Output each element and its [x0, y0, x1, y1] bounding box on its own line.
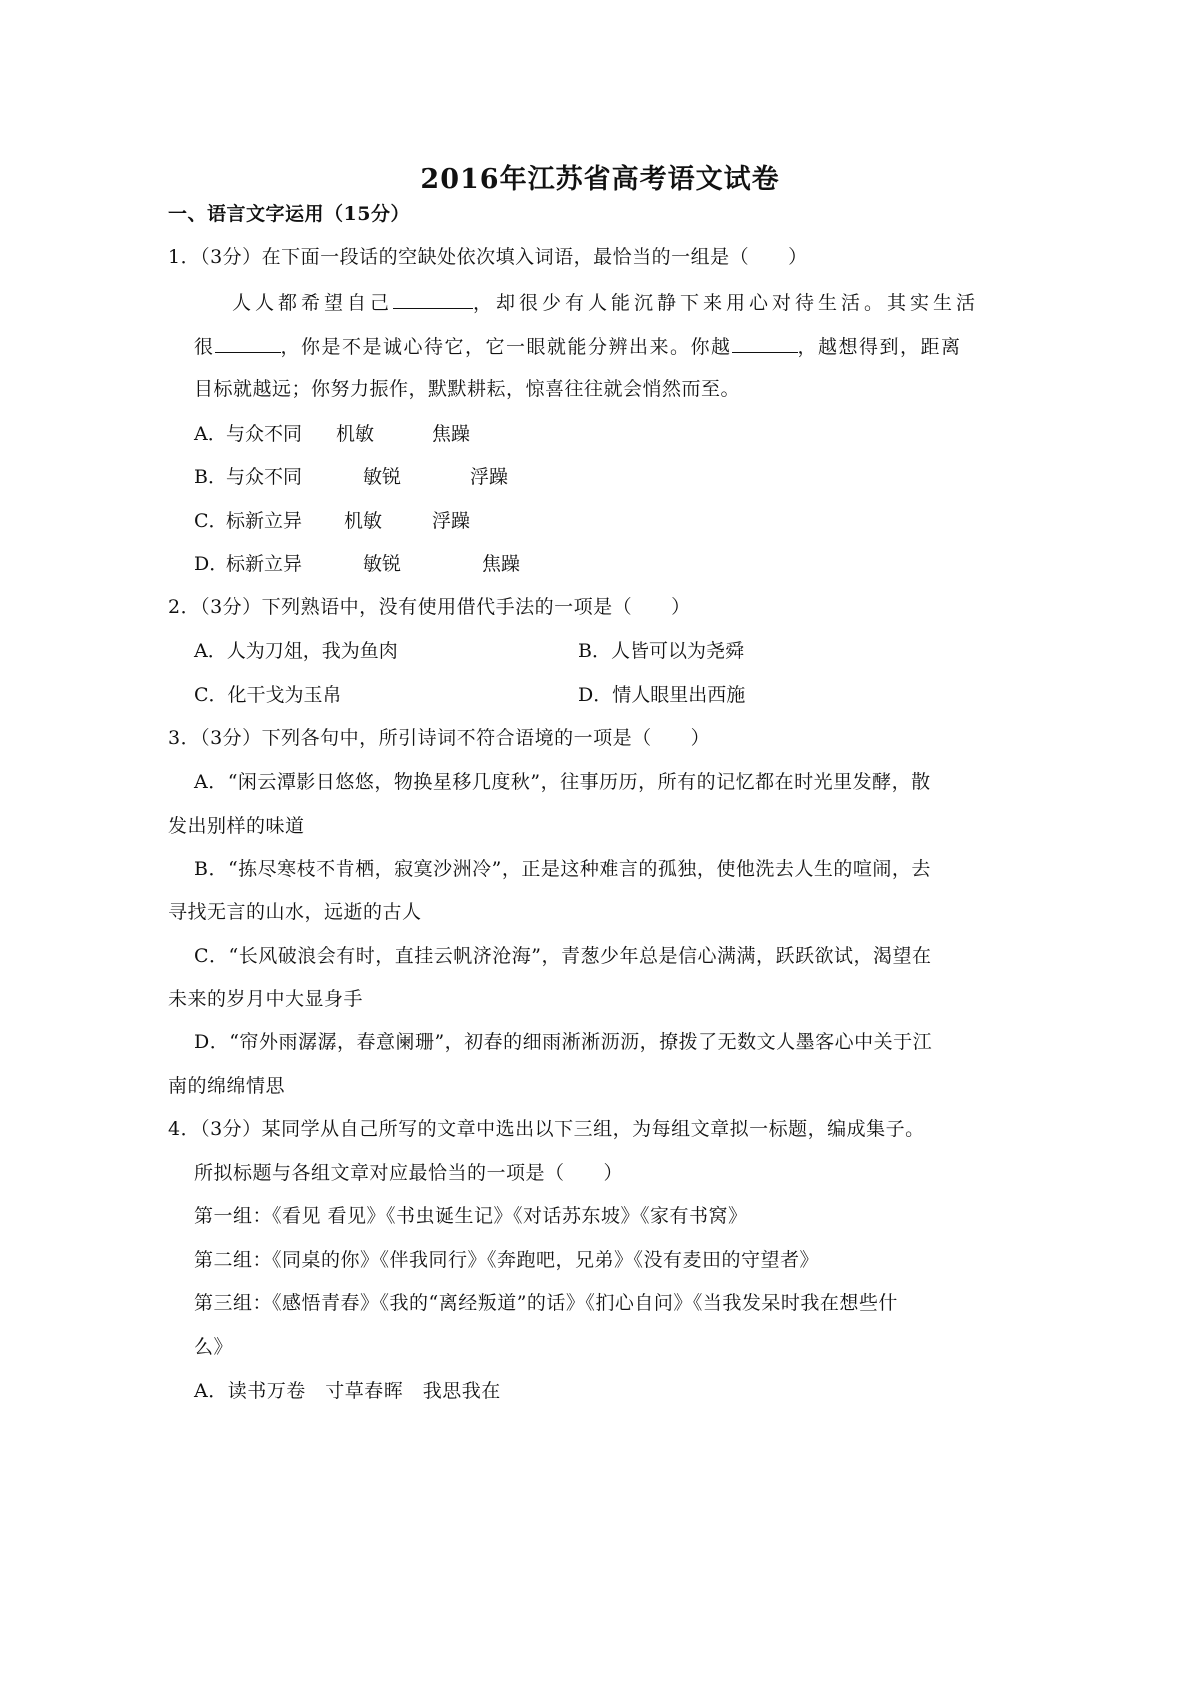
question-2-stem: 2．（3分）下列熟语中，没有使用借代手法的一项是（ ）	[168, 596, 691, 618]
option-word: 焦躁	[482, 553, 521, 575]
option-word: 敏锐	[363, 553, 402, 575]
passage-text: 人人都希望自己	[232, 292, 394, 314]
passage-text: ，却很少有人能沉静下来用心对待生活。其实生活	[473, 292, 980, 314]
question-1-passage-line-2	[194, 332, 962, 361]
option-word: 机敏	[344, 510, 383, 532]
blank-1	[393, 288, 473, 309]
option-word: 标新立异	[226, 553, 303, 575]
option-word: 标新立异	[226, 510, 303, 532]
option-c-line-2: 未来的岁月中大显身手	[168, 988, 364, 1010]
option-b: B．人皆可以为尧舜	[578, 640, 744, 662]
group-3-line-1: 第三组：《感悟青春》《我的“离经叛道”的话》《扪心自问》《当我发呆时我在想些什	[194, 1292, 898, 1314]
option-b-line-1: B．“拣尽寒枝不肯栖，寂寞沙洲冷”，正是这种难言的孤独，使他洗去人生的喧闹，去	[194, 858, 931, 880]
option-c: C．化干戈为玉帛	[194, 684, 342, 706]
blank-3	[732, 332, 798, 353]
option-label: A．	[194, 423, 227, 445]
blank-2	[215, 332, 281, 353]
option-a: A．人为刀俎，我为鱼肉	[194, 640, 398, 662]
option-label: D．	[194, 553, 229, 575]
passage-text: 很	[194, 336, 215, 358]
option-word: 浮躁	[470, 466, 509, 488]
passage-text: ，你是不是诚心待它，它一眼就能分辨出来。你越	[280, 336, 732, 358]
option-word: 与众不同	[226, 423, 303, 445]
question-3-stem: 3．（3分）下列各句中，所引诗词不符合语境的一项是（ ）	[168, 727, 711, 749]
option-c-line-1: C．“长风破浪会有时，直挂云帆济沧海”，青葱少年总是信心满满，跃跃欲试，渴望在	[194, 945, 932, 967]
option-d-line-1: D．“帘外雨潺潺，春意阑珊”，初春的细雨淅淅沥沥，撩拨了无数文人墨客心中关于江	[194, 1031, 933, 1053]
passage-text: ，越想得到，距离	[797, 336, 962, 358]
option-a: A．读书万卷 寸草春晖 我思我在	[194, 1380, 501, 1402]
option-a-line-2: 发出别样的味道	[168, 815, 305, 837]
option-label: C．	[194, 510, 228, 532]
question-4-stem-line-1: 4．（3分）某同学从自己所写的文章中选出以下三组，为每组文章拟一标题，编成集子。	[168, 1118, 925, 1140]
option-word: 与众不同	[226, 466, 303, 488]
option-word: 焦躁	[432, 423, 471, 445]
question-1-passage-line-3: 目标就越远；你努力振作，默默耕耘，惊喜往往就会悄然而至。	[194, 378, 741, 400]
option-word: 浮躁	[432, 510, 471, 532]
question-1-stem: 1．（3分）在下面一段话的空缺处依次填入词语，最恰当的一组是（ ）	[168, 246, 808, 268]
group-3-line-2: 么》	[194, 1336, 234, 1358]
group-1: 第一组：《看见 看见》《书虫诞生记》《对话苏东坡》《家有书窝》	[194, 1205, 748, 1227]
option-d: D．情人眼里出西施	[578, 684, 746, 706]
option-d-line-2: 南的绵绵情思	[168, 1075, 286, 1097]
group-2: 第二组：《同桌的你》《伴我同行》《奔跑吧，兄弟》《没有麦田的守望者》	[194, 1249, 820, 1271]
question-1-passage-line-1	[232, 288, 979, 317]
page-title: 2016年江苏省高考语文试卷	[420, 164, 780, 195]
option-label: B．	[194, 466, 227, 488]
section-heading: 一、语言文字运用（15分）	[168, 203, 410, 225]
option-a-line-1: A．“闲云潭影日悠悠，物换星移几度秋”，往事历历，所有的记忆都在时光里发酵，散	[194, 771, 931, 793]
option-word: 敏锐	[363, 466, 402, 488]
option-b-line-2: 寻找无言的山水，远逝的古人	[168, 901, 422, 923]
option-word: 机敏	[336, 423, 375, 445]
question-4-stem-line-2: 所拟标题与各组文章对应最恰当的一项是（ ）	[194, 1162, 624, 1184]
